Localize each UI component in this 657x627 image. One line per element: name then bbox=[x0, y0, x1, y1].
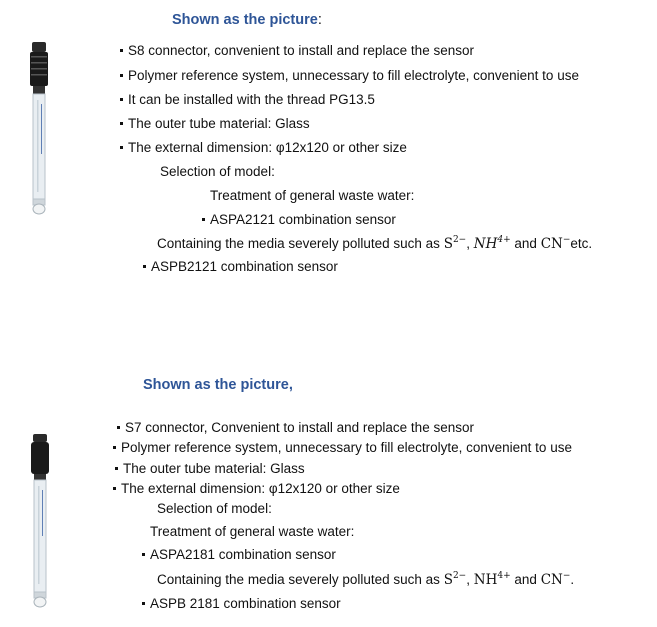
bullet-text: The external dimension: φ12x120 or other size bbox=[128, 140, 407, 155]
chem-sulfide: $S^{2-}$ bbox=[443, 571, 467, 588]
model-b-text: ASPB2121 combination sensor bbox=[151, 259, 338, 274]
chem-sulfide: $S^{2-}$ bbox=[443, 235, 467, 252]
bullet-icon bbox=[142, 602, 145, 605]
chem-ammonium: $NH^{4+}$ bbox=[473, 571, 511, 588]
bullet-text: The outer tube material: Glass bbox=[128, 116, 310, 131]
bullet-icon bbox=[113, 446, 116, 449]
section2-bullet-1 bbox=[117, 420, 474, 436]
bullet-icon bbox=[120, 49, 123, 52]
section2-media-line: Containing the media severely polluted such as $S^{2-}$, $NH^{4+}$ and CN−. bbox=[157, 571, 575, 588]
section2-model-a bbox=[142, 547, 336, 563]
media-and: and bbox=[514, 572, 537, 587]
section2-bullet-2 bbox=[113, 440, 572, 456]
section2-selection-label: Selection of model: bbox=[157, 501, 272, 516]
bullet-icon bbox=[120, 122, 123, 125]
bullet-icon bbox=[117, 426, 120, 429]
model-a-text: ASPA2121 combination sensor bbox=[210, 212, 396, 227]
section1-heading-text: Shown as the picture bbox=[172, 12, 318, 28]
bullet-text: Polymer reference system, unnecessary to fill electrolyte, convenient to use bbox=[121, 440, 572, 455]
section2-bullet-3 bbox=[115, 461, 305, 477]
chem-cyanide: CN− bbox=[540, 571, 571, 588]
section1-bullet-3 bbox=[120, 92, 375, 108]
section1-bullet-4 bbox=[120, 116, 310, 132]
bullet-text: The outer tube material: Glass bbox=[123, 461, 305, 476]
chem-cyanide: CN− bbox=[540, 235, 571, 252]
ph-sensor-image-s7 bbox=[21, 432, 61, 612]
bullet-icon bbox=[142, 553, 145, 556]
bullet-text: S7 connector, Convenient to install and replace the sensor bbox=[125, 420, 474, 435]
bullet-icon bbox=[115, 467, 118, 470]
bullet-text: Polymer reference system, unnecessary to fill electrolyte, convenient to use bbox=[128, 68, 579, 83]
chem-ammonium: $NH^{4+}$ bbox=[473, 235, 511, 252]
section1-heading bbox=[172, 12, 322, 28]
section1-selection-label: Selection of model: bbox=[160, 164, 275, 179]
bullet-icon bbox=[120, 98, 123, 101]
bullet-text: The external dimension: φ12x120 or other size bbox=[121, 481, 400, 496]
section1-model-a bbox=[202, 212, 396, 228]
section2-heading: Shown as the picture, bbox=[143, 377, 293, 393]
section1-media-line: Containing the media severely polluted such as $S^{2-}$, $NH^{4+}$ and CN−etc. bbox=[157, 235, 593, 252]
media-prefix: Containing the media severely polluted such as bbox=[157, 236, 440, 251]
section1-bullet-5 bbox=[120, 140, 407, 156]
bullet-icon bbox=[143, 265, 146, 268]
bullet-icon bbox=[202, 218, 205, 221]
bullet-text: S8 connector, convenient to install and replace the sensor bbox=[128, 43, 474, 58]
section1-treatment-label: Treatment of general waste water: bbox=[210, 188, 415, 203]
media-suffix: etc. bbox=[570, 236, 593, 251]
media-suffix: . bbox=[570, 572, 575, 587]
section1-bullet-1 bbox=[120, 43, 474, 59]
model-b-text: ASPB 2181 combination sensor bbox=[150, 596, 341, 611]
section2-treatment-label: Treatment of general waste water: bbox=[150, 524, 355, 539]
bullet-text: It can be installed with the thread PG13.5 bbox=[128, 92, 375, 107]
section2-bullet-4 bbox=[113, 481, 400, 497]
model-a-text: ASPA2181 combination sensor bbox=[150, 547, 336, 562]
media-prefix: Containing the media severely polluted such as bbox=[157, 572, 440, 587]
media-and: and bbox=[514, 236, 537, 251]
bullet-icon bbox=[120, 74, 123, 77]
section1-model-b bbox=[143, 259, 338, 275]
section1-bullet-2 bbox=[120, 68, 579, 84]
ph-sensor-image-s8 bbox=[20, 40, 60, 220]
section1-heading-colon: : bbox=[317, 12, 322, 28]
bullet-icon bbox=[120, 146, 123, 149]
section2-model-b bbox=[142, 596, 341, 612]
bullet-icon bbox=[113, 487, 116, 490]
